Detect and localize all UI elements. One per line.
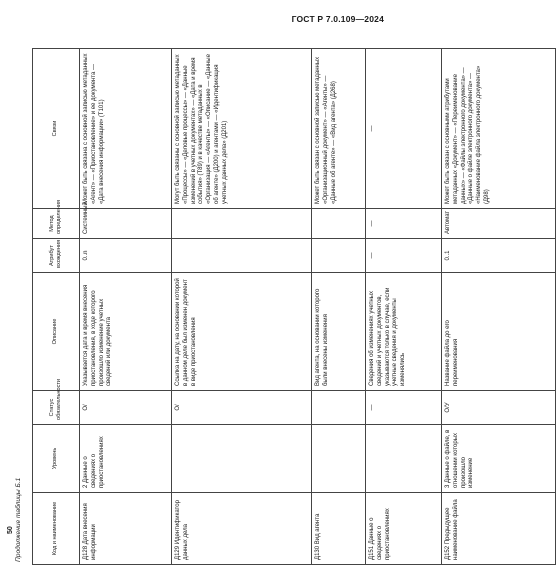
table-row xyxy=(312,49,366,565)
column-header-code: Код и наименование xyxy=(33,493,80,565)
cell-status: О/ xyxy=(80,391,172,425)
cell-method: — xyxy=(366,209,442,239)
cell-description: Ссылка на дату, на основании которой в данном деле был изменен документ в виде приостановления xyxy=(172,273,312,391)
cell-method xyxy=(172,209,312,239)
column-header-links: Связи xyxy=(33,49,80,209)
cell-status xyxy=(312,391,366,425)
table-row xyxy=(442,49,556,565)
cell-code: Д128 Дата внесения информации xyxy=(80,493,172,565)
cell-level xyxy=(172,425,312,493)
table-header-row xyxy=(33,49,80,565)
rotated-table-wrapper xyxy=(32,49,490,565)
cell-level xyxy=(366,425,442,493)
cell-level xyxy=(312,425,366,493)
cell-code: Д152 Предыдущее наименование файла xyxy=(442,493,556,565)
cell-attribute: 0..n xyxy=(80,239,172,273)
cell-status: О/У xyxy=(442,391,556,425)
cell-attribute xyxy=(172,239,312,273)
cell-links: Может быть связан с основными атрибутами метаданных «Документ» — «Переименование данных» — «Файлы электронного документа» — «Данные о файле электронного документа» — «Наименование файла электронного документа» (Д98) xyxy=(442,49,556,209)
table-continuation-label: Продолжение таблицы Б.1 xyxy=(15,477,22,562)
cell-links: Может быть связана с основной записью метаданных «Агент» — «Приостановление» и ее документа — «Дата внесения информации» (Т101) xyxy=(80,49,172,209)
cell-code: Д129 Идентификатор данных дела xyxy=(172,493,312,565)
cell-level: 3 Данные о файле, в отношении которых произошло изменение xyxy=(442,425,556,493)
cell-status: — xyxy=(366,391,442,425)
cell-description: Вид агента, на основании которого были внесены изменения xyxy=(312,273,366,391)
document-header xyxy=(22,14,384,24)
cell-method: Автомат xyxy=(442,209,556,239)
column-header-attribute: Атрибут вхождения xyxy=(33,239,80,273)
document-title: ГОСТ Р 7.0.109—2024 xyxy=(291,14,384,24)
table-row xyxy=(80,49,172,565)
cell-code: Д130 Вид агента xyxy=(312,493,366,565)
cell-attribute: 0..1 xyxy=(442,239,556,273)
column-header-method: Метод определения xyxy=(33,209,80,239)
table-row xyxy=(172,49,312,565)
cell-method xyxy=(312,209,366,239)
cell-description: Сведения об изменениях учетных сведений и учетных документов, указываются только в случае, если учетные сведения и документы изменялись xyxy=(366,273,442,391)
metadata-table xyxy=(32,48,556,565)
column-header-status: Статус обязательности xyxy=(33,391,80,425)
cell-attribute xyxy=(312,239,366,273)
page-number: 50 xyxy=(7,526,14,534)
cell-links: — xyxy=(366,49,442,209)
column-header-level: Уровень xyxy=(33,425,80,493)
cell-code: Д151 Данные о сведениях о приостановлениях xyxy=(366,493,442,565)
cell-level: 2 Данные о сведениях о приостановлениях xyxy=(80,425,172,493)
cell-method: Системный xyxy=(80,209,172,239)
cell-attribute: — xyxy=(366,239,442,273)
cell-links: Могут быть связаны с основной записью метаданных «Процессы» — «Деловые процессы» — «Данные изменений в учетных документах» — «Дата и время события» (Т89) и в качестве метаданных в «Организация — «Агенты» — «Описание — «Данные об агенте» (Д200) и агентами — «Идентификация учетных данных дела» (Д201) xyxy=(172,49,312,209)
cell-status: О/ xyxy=(172,391,312,425)
table-row xyxy=(366,49,442,565)
cell-description: Название файла до его переименования xyxy=(442,273,556,391)
column-header-description: Описание xyxy=(33,273,80,391)
cell-description: Указывается дата и время внесения приостановления, в ходе которого произошло изменение учетных сведений или документа xyxy=(80,273,172,391)
cell-links: Может быть связан с основной записью метаданных «Организационный документ» — «Агенты» — «Данные об агенте» — «Вид агента» (Д268) xyxy=(312,49,366,209)
